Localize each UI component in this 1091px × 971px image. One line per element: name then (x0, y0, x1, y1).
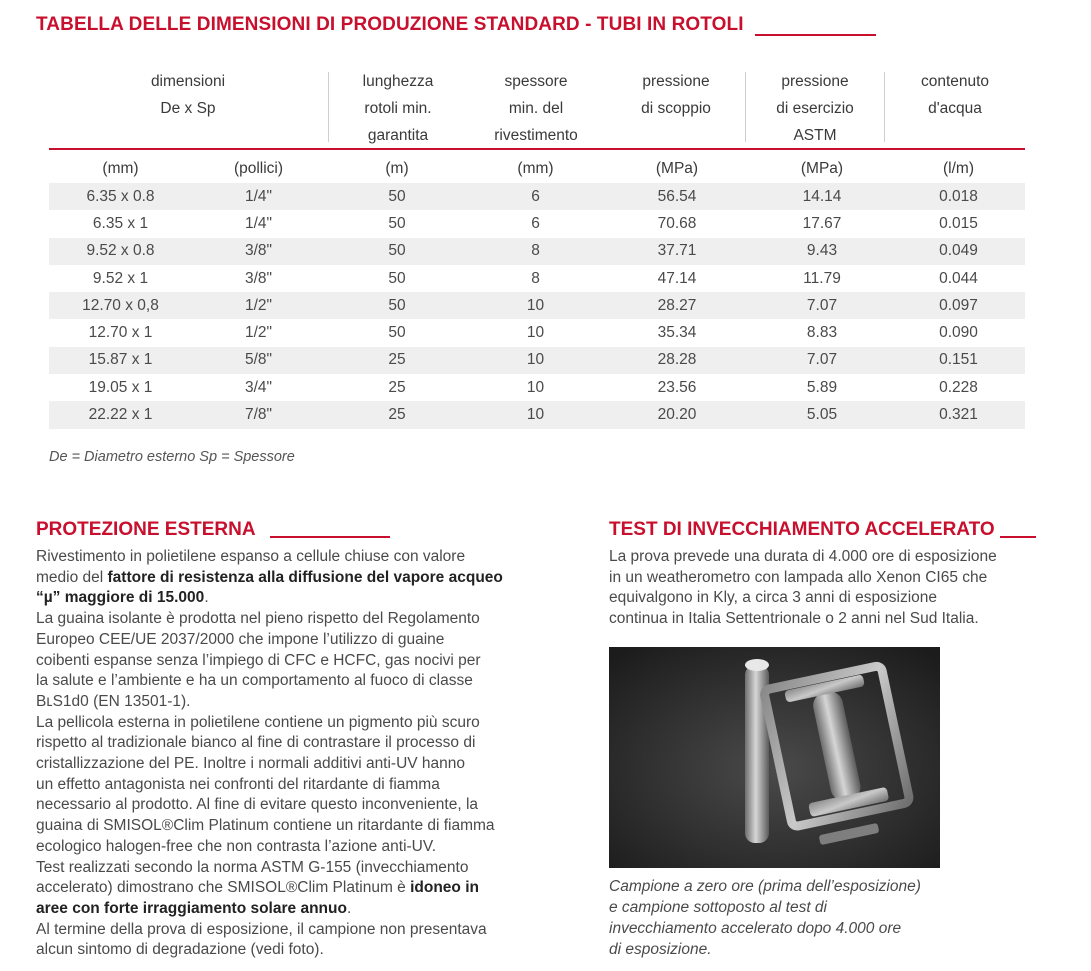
table-row (49, 292, 1025, 319)
unit-cell: (mm) (517, 160, 554, 177)
body-line: continua in Italia Settentrionale o 2 anni nel Sud Italia. (609, 610, 979, 628)
table-cell: 1/2" (192, 292, 325, 319)
body-line: necessario al prodotto. Al fine di evitare questo inconveniente, la (36, 796, 479, 814)
unit-cell: (pollici) (233, 160, 284, 177)
table-legend: De = Diametro esterno Sp = Spessore (49, 449, 295, 465)
table-cell: 9.43 (752, 238, 892, 265)
table-cell: 23.56 (657, 378, 697, 396)
table-cell: 11.79 (803, 269, 841, 287)
header-line: ASTM (793, 127, 837, 144)
header-line: dimensioni (150, 73, 226, 90)
body-line: guaina di SMISOL®Clim Platinum contiene un ritardante di fiamma (36, 817, 495, 835)
table-cell: 6.35 x 1 (92, 214, 149, 232)
title-underline (1000, 536, 1036, 538)
table-cell: 37.71 (602, 238, 752, 265)
table-cell: 0.151 (892, 347, 1025, 374)
table-cell: 5.05 (752, 401, 892, 428)
table-cell: 50 (325, 238, 469, 265)
table-cell: 50 (388, 214, 406, 232)
table-cell: 28.27 (602, 292, 752, 319)
table-cell: 0.097 (892, 292, 1025, 319)
table-cell: 3/8" (244, 269, 273, 287)
table-row (49, 265, 1025, 292)
table-cell: 10 (526, 324, 545, 342)
table-cell: 8.83 (806, 324, 838, 342)
table-cell: 15.87 x 1 (49, 347, 192, 374)
unit-cell: (m) (385, 160, 409, 177)
table-cell: 9.52 x 0.8 (49, 238, 192, 265)
table-cell: 5/8" (192, 347, 325, 374)
table-cell: 47.14 (657, 269, 697, 287)
header-line: pressione (781, 73, 849, 90)
table-cell: 19.05 x 1 (88, 378, 153, 396)
table-cell: 22.22 x 1 (49, 401, 192, 428)
caption-line: e campione sottoposto al test di (609, 899, 827, 916)
table-cell: 1/2" (244, 324, 273, 342)
table-row (49, 183, 1025, 210)
table-cell: 0.090 (939, 324, 978, 342)
table-cell: 0.044 (939, 269, 978, 287)
table-cell: 8 (531, 269, 540, 287)
body-line: ecologico halogen-free che non contrasta l’azione anti-UV. (36, 837, 437, 855)
table-cell: 12.70 x 0,8 (49, 292, 192, 319)
table-cell: 50 (325, 183, 469, 210)
sample-photo-illustration (609, 647, 940, 868)
table-row (49, 401, 1025, 428)
protezione-body (36, 547, 503, 961)
table-cell: 8 (469, 238, 602, 265)
table-cell: 56.54 (602, 183, 752, 210)
table-cell: 6 (531, 214, 540, 232)
title-underline (755, 34, 876, 36)
test-body (609, 547, 997, 630)
caption-line: Campione a zero ore (prima dell’esposizione) (609, 878, 921, 895)
table-cell: 0.321 (892, 401, 1025, 428)
body-line: un effetto antagonista nei confronti del ritardante di fiamma (36, 775, 440, 793)
body-line: coibenti espanse senza l’impiego di CFC e HCFC, gas nocivi per (36, 651, 481, 669)
units-row (49, 155, 1025, 183)
table-cell: 28.28 (602, 347, 752, 374)
body-line: Al termine della prova di esposizione, il campione non presentava (36, 920, 487, 938)
body-line: “µ” maggiore di 15.000. (36, 589, 209, 607)
table-cell: 70.68 (657, 214, 697, 232)
table-cell: 17.67 (802, 214, 842, 232)
table-cell: 0.228 (939, 378, 978, 396)
body-line: accelerato) dimostrano che SMISOL®Clim Platinum è idoneo in (36, 879, 479, 897)
table-cell: 6 (469, 183, 602, 210)
table-cell: 10 (469, 347, 602, 374)
table-cell: 0.015 (939, 214, 978, 232)
body-line: La prova prevede una durata di 4.000 ore di esposizione (609, 548, 997, 565)
table-cell: 1/4" (192, 183, 325, 210)
section-title-protezione: PROTEZIONE ESTERNA (36, 519, 256, 540)
body-line: Europeo CEE/UE 2037/2000 che impone l’utilizzo di guaine (36, 630, 445, 648)
body-line: La pellicola esterna in polietilene contiene un pigmento più scuro (36, 713, 480, 731)
table-cell: 3/4" (244, 378, 273, 396)
page-title: TABELLA DELLE DIMENSIONI DI PRODUZIONE STANDARD - TUBI IN ROTOLI (36, 14, 744, 35)
header-contenuto-acqua (895, 68, 1015, 122)
unit-cell: (mm) (102, 160, 139, 177)
table-cell: 0.018 (892, 183, 1025, 210)
column-separator (884, 72, 885, 142)
unit-cell: (l/m) (943, 160, 974, 177)
table-cell: 9.52 x 1 (92, 269, 149, 287)
table-row (49, 210, 1025, 237)
body-line: in un weatherometro con lampada allo Xenon CI65 che (609, 568, 988, 586)
body-line: BʟS1d0 (EN 13501-1). (36, 692, 191, 710)
body-line: Test realizzati secondo la norma ASTM G-155 (invecchiamento (36, 858, 469, 876)
header-dimensioni (128, 68, 248, 122)
dimensions-table (49, 155, 1025, 429)
body-line: alcun sintomo di degradazione (vedi foto). (36, 941, 324, 959)
table-cell: 25 (325, 347, 469, 374)
table-cell: 10 (469, 401, 602, 428)
caption-line: di esposizione. (609, 941, 712, 958)
table-cell: 35.34 (657, 324, 697, 342)
table-row (49, 238, 1025, 265)
header-line: rotoli min. (364, 100, 432, 117)
table-cell: 5.89 (806, 378, 838, 396)
header-line: spessore (504, 73, 568, 90)
caption-line: invecchiamento accelerato dopo 4.000 ore (609, 920, 902, 937)
body-line: medio del fattore di resistenza alla diffusione del vapore acqueo (36, 568, 503, 586)
header-line: garantita (367, 127, 429, 144)
table-cell: 25 (325, 401, 469, 428)
table-cell: 1/4" (244, 214, 273, 232)
table-cell: 50 (388, 269, 406, 287)
table-cell: 20.20 (602, 401, 752, 428)
body-line: rispetto al tradizionale bianco al fine di contrastare il processo di (36, 734, 476, 752)
header-line: di esercizio (776, 100, 854, 117)
header-divider (49, 148, 1025, 150)
header-line: d'acqua (928, 100, 982, 117)
unit-cell: (MPa) (655, 160, 699, 177)
table-cell: 50 (325, 292, 469, 319)
table-row (49, 374, 1025, 401)
body-line: La guaina isolante è prodotta nel pieno rispetto del Regolamento (36, 610, 480, 628)
header-pressione-esercizio (755, 68, 875, 149)
table-cell: 10 (526, 378, 545, 396)
table-cell: 3/8" (192, 238, 325, 265)
table-row (49, 347, 1025, 374)
body-line: Rivestimento in polietilene espanso a cellule chiuse con valore (36, 548, 466, 565)
header-line: min. del (508, 100, 564, 117)
sample-photo (609, 647, 940, 868)
table-cell: 7.07 (752, 347, 892, 374)
table-cell: 7/8" (192, 401, 325, 428)
header-lunghezza (338, 68, 458, 149)
body-line: aree con forte irraggiamento solare annuo. (36, 899, 352, 917)
body-line: cristallizzazione del PE. Inoltre i normali additivi anti-UV hanno (36, 755, 466, 773)
title-underline (270, 536, 390, 538)
table-cell: 25 (388, 378, 406, 396)
header-line: contenuto (920, 73, 990, 90)
column-separator (328, 72, 329, 142)
table-cell: 10 (469, 292, 602, 319)
header-line: di scoppio (641, 100, 711, 117)
table-cell: 12.70 x 1 (88, 324, 153, 342)
body-line: equivalgono in Kly, a circa 3 anni di esposizione (609, 589, 937, 607)
photo-caption (609, 876, 921, 960)
header-line: De x Sp (160, 100, 216, 117)
header-spessore (476, 68, 596, 149)
table-row (49, 319, 1025, 346)
column-separator (745, 72, 746, 142)
body-line: la salute e l’ambiente e ha un comportamento al fuoco di classe (36, 672, 473, 690)
table-cell: 6.35 x 0.8 (49, 183, 192, 210)
header-line: pressione (642, 73, 710, 90)
section-title-test: TEST DI INVECCHIAMENTO ACCELERATO (609, 519, 995, 540)
unit-cell: (MPa) (800, 160, 844, 177)
table-cell: 7.07 (752, 292, 892, 319)
table-cell: 0.049 (892, 238, 1025, 265)
table-cell: 50 (388, 324, 406, 342)
header-line: lunghezza (362, 73, 434, 90)
header-line: rivestimento (494, 127, 578, 144)
header-pressione-scoppio (616, 68, 736, 122)
table-cell: 14.14 (752, 183, 892, 210)
